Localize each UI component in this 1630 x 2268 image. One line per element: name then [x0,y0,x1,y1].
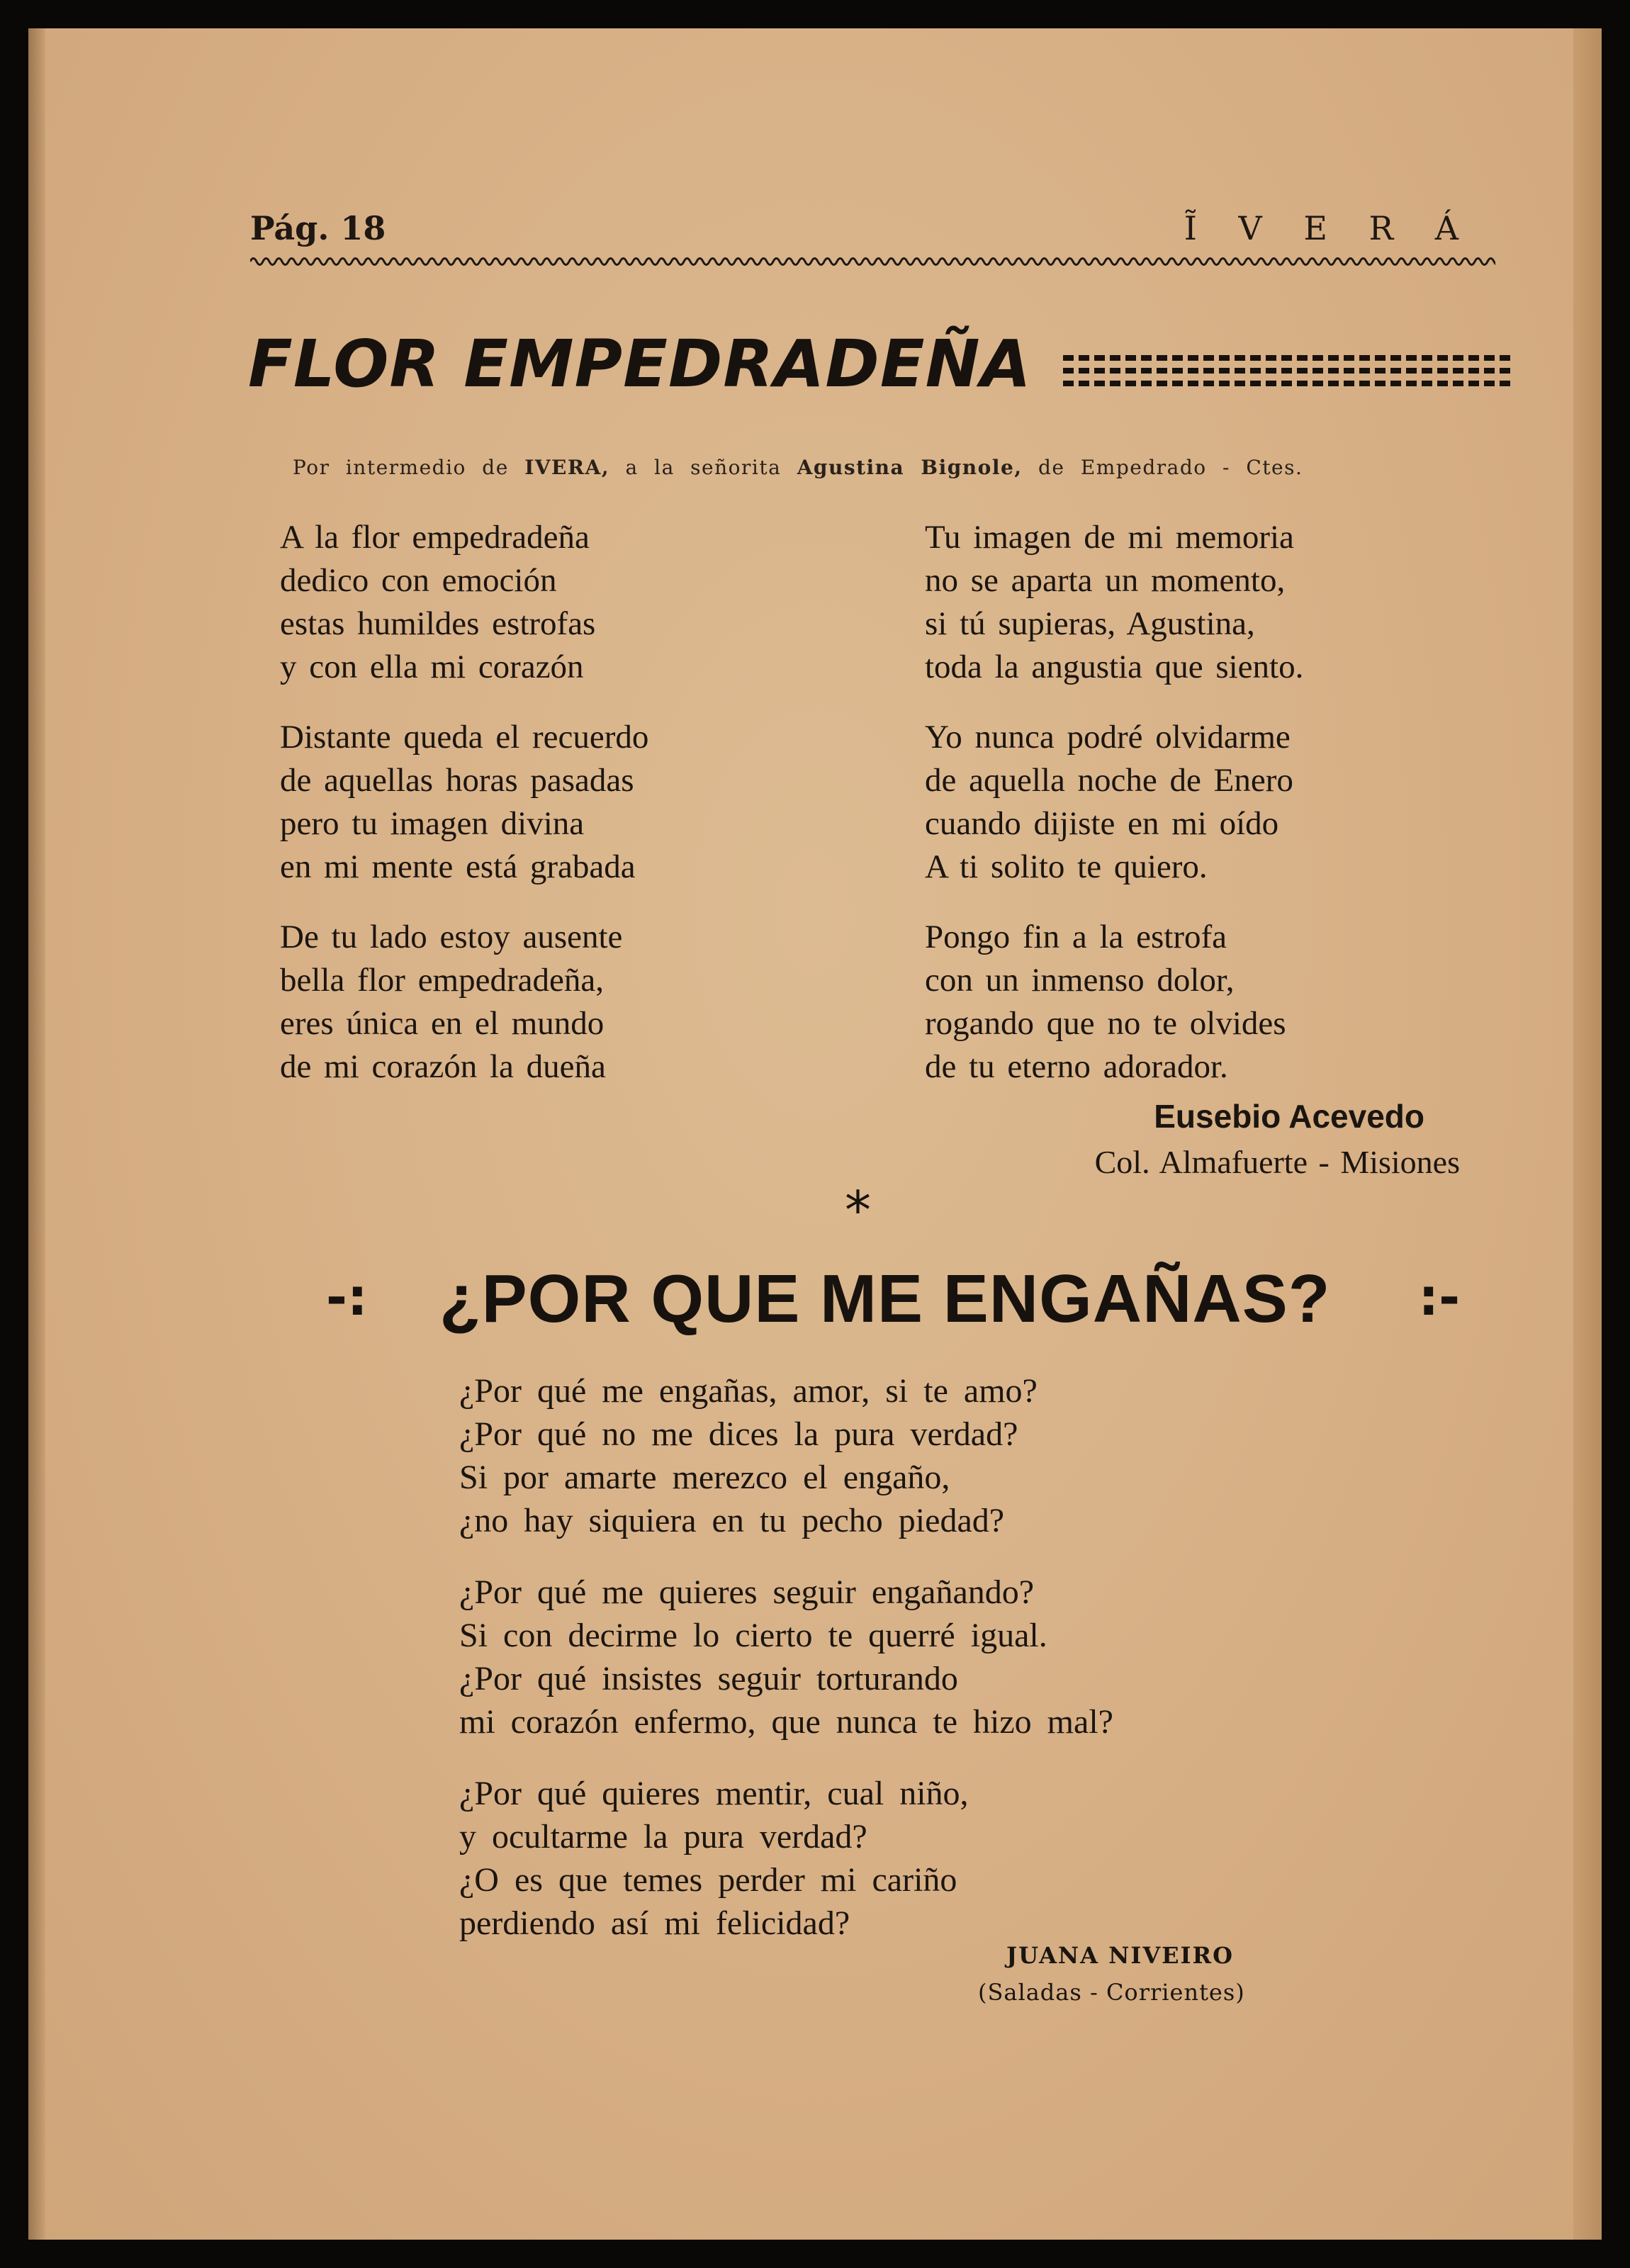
verse-line: ¿Por qué insistes seguir torturando [459,1660,958,1697]
stanza [925,516,1506,689]
verse-line: Si con decirme lo cierto te querré igual. [459,1617,1047,1654]
verse-line: y ocultarme la pura verdad? [459,1818,867,1856]
verse-line: y con ella mi corazón [280,649,584,685]
magazine-page [28,28,1602,2240]
poem1-place: Col. Almafuerte - Misiones [1094,1144,1460,1180]
verse-line: de aquella noche de Enero [925,762,1293,799]
dedication-prefix: Por intermedio de [293,456,509,479]
verse-line: ¿Por qué me engañas, amor, si te amo? [459,1372,1038,1410]
poem1-title: FLOR EMPEDRADEÑA [248,326,1032,402]
magazine-name: Ĩ V E R Á [1184,209,1474,247]
poem1-author: Eusebio Acevedo [1154,1098,1424,1135]
verse-line: mi corazón enfermo, que nunca te hizo mal? [459,1703,1113,1741]
verse-line: pero tu imagen divina [280,805,585,842]
verse-line: estas humildes estrofas [280,605,596,642]
verse-line: de mi corazón la dueña [280,1048,606,1085]
stanza [459,1369,1345,1542]
verse-line: Distante queda el recuerdo [280,719,649,756]
verse-line: perdiendo así mi felicidad? [459,1904,850,1942]
verse-line: no se aparta un momento, [925,562,1286,599]
verse-line: De tu lado estoy ausente [280,919,623,955]
stanza [925,916,1506,1089]
verse-line: cuando dijiste en mi oído [925,805,1279,842]
poem2-body [459,1369,1345,1973]
poem1-left-column [280,516,861,1116]
poem2-heading [326,1260,1460,1338]
stanza [280,916,861,1089]
verse-line: A la flor empedradeña [280,519,590,556]
page-number: Pág. 18 [250,209,386,247]
stanza [280,716,861,889]
poem2-author: JUANA NIVEIRO [1006,1942,1234,1969]
page-right-edge [1573,28,1602,2240]
stanza [280,516,861,689]
stanza [459,1772,1345,1945]
verse-line: toda la angustia que siento. [925,649,1304,685]
verse-line: de aquellas horas pasadas [280,762,634,799]
poem1-right-column [925,516,1506,1116]
dedication-recipient: Agustina Bignole, [797,456,1023,479]
title-ornament-right: :- [1418,1267,1460,1327]
section-separator: * [845,1180,871,1241]
verse-line: de tu eterno adorador. [925,1048,1228,1085]
verse-line: Tu imagen de mi memoria [925,519,1294,556]
verse-line: ¿no hay siquiera en tu pecho piedad? [459,1502,1005,1539]
verse-line: Si por amarte merezco el engaño, [459,1459,950,1496]
verse-line: en mi mente está grabada [280,848,636,885]
verse-line: rogando que no te olvides [925,1005,1286,1042]
verse-line: con un inmenso dolor, [925,962,1235,999]
verse-line: bella flor empedradeña, [280,962,604,999]
title-dash-ornament [1063,351,1517,392]
header-wavy-rule [250,254,1495,269]
page-left-edge [28,28,45,2240]
title-ornament-left: -: [326,1267,368,1327]
verse-line: eres única en el mundo [280,1005,605,1042]
dedication-via: IVERA, [524,456,610,479]
verse-line: dedico con emoción [280,562,557,599]
verse-line: Pongo fin a la estrofa [925,919,1227,955]
verse-line: Yo nunca podré olvidarme [925,719,1291,756]
stanza [459,1571,1345,1744]
dedication-middle: a la señorita [625,456,782,479]
dedication-suffix: de Empedrado - Ctes. [1038,456,1303,479]
stanza [925,716,1506,889]
verse-line: ¿Por qué no me dices la pura verdad? [459,1415,1018,1453]
verse-line: ¿Por qué quieres mentir, cual niño, [459,1775,969,1812]
poem2-title: ¿POR QUE ME ENGAÑAS? [439,1261,1331,1337]
verse-line: A ti solito te quiero. [925,848,1208,885]
poem2-place: (Saladas - Corrientes) [978,1979,1245,2006]
verse-line: si tú supieras, Agustina, [925,605,1255,642]
verse-line: ¿O es que temes perder mi cariño [459,1861,957,1899]
verse-line: ¿Por qué me quieres seguir engañando? [459,1573,1035,1611]
poem1-dedication [293,456,1526,479]
